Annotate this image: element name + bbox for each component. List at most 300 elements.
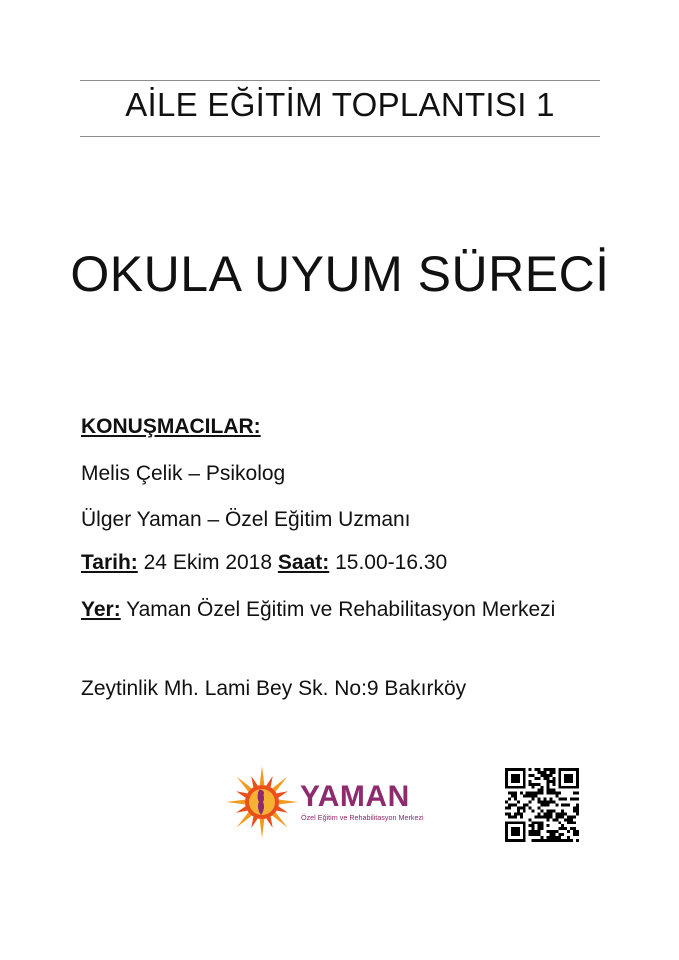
qr-module	[564, 804, 567, 807]
qr-module	[549, 774, 552, 777]
qr-module	[517, 812, 520, 815]
qr-module	[561, 809, 564, 812]
qr-module	[561, 812, 564, 815]
qr-module	[520, 839, 523, 842]
venue-value: Yaman Özel Eğitim ve Rehabilitasyon Merkezi	[126, 598, 556, 621]
qr-module	[505, 821, 508, 824]
qr-module	[570, 821, 573, 824]
qr-module	[552, 789, 555, 792]
qr-module	[573, 821, 576, 824]
qr-module	[576, 839, 579, 842]
qr-module	[523, 827, 526, 830]
qr-module	[505, 812, 508, 815]
venue-label: Yer:	[81, 598, 121, 621]
qr-module	[523, 809, 526, 812]
qr-module	[532, 833, 535, 836]
qr-module	[570, 827, 573, 830]
qr-module	[567, 774, 570, 777]
qr-module	[546, 839, 549, 842]
sun-ray	[236, 791, 247, 797]
qr-module	[538, 792, 541, 795]
qr-module	[549, 789, 552, 792]
qr-module	[567, 768, 570, 771]
qr-module	[520, 792, 523, 795]
qr-module	[511, 777, 514, 780]
qr-module	[520, 786, 523, 789]
qr-module	[546, 774, 549, 777]
sun-ray	[272, 812, 287, 827]
qr-module	[567, 786, 570, 789]
qr-module	[508, 821, 511, 824]
date-value: 24 Ekim 2018	[143, 551, 273, 574]
qr-module	[541, 839, 544, 842]
qr-module	[517, 830, 520, 833]
qr-module	[538, 798, 541, 801]
qr-module	[558, 812, 561, 815]
qr-module	[538, 812, 541, 815]
qr-module	[523, 786, 526, 789]
qr-module	[538, 777, 541, 780]
qr-module	[535, 833, 538, 836]
qr-module	[517, 839, 520, 842]
qr-module	[508, 786, 511, 789]
qr-module	[561, 768, 564, 771]
qr-module	[538, 789, 541, 792]
qr-module	[567, 780, 570, 783]
qr-module	[549, 839, 552, 842]
qr-module	[561, 827, 564, 830]
qr-module	[543, 804, 546, 807]
qr-module	[567, 818, 570, 821]
qr-module	[538, 768, 541, 771]
qr-module	[532, 827, 535, 830]
qr-module	[555, 839, 558, 842]
qr-module	[508, 815, 511, 818]
qr-module	[520, 768, 523, 771]
qr-module	[523, 771, 526, 774]
qr-module	[546, 786, 549, 789]
qr-module	[564, 768, 567, 771]
qr-module	[549, 780, 552, 783]
qr-module	[508, 839, 511, 842]
qr-module	[543, 771, 546, 774]
qr-module	[529, 768, 532, 771]
sun-ray	[237, 777, 252, 792]
qr-module	[573, 815, 576, 818]
qr-module	[514, 777, 517, 780]
qr-module	[561, 839, 564, 842]
qr-module	[552, 839, 555, 842]
qr-module	[505, 786, 508, 789]
qr-module	[505, 801, 508, 804]
qr-module	[576, 798, 579, 801]
qr-module	[546, 801, 549, 804]
venue-line	[81, 594, 598, 626]
qr-module	[529, 824, 532, 827]
qr-module	[549, 768, 552, 771]
qr-module	[570, 839, 573, 842]
qr-module	[541, 827, 544, 830]
qr-module	[541, 809, 544, 812]
qr-module	[549, 836, 552, 839]
qr-module	[543, 839, 546, 842]
qr-module	[529, 780, 532, 783]
sun-ray	[266, 776, 272, 787]
qr-module	[523, 839, 526, 842]
qr-module	[552, 801, 555, 804]
qr-module	[576, 830, 579, 833]
qr-module	[514, 792, 517, 795]
sun-ray	[272, 777, 287, 792]
qr-module	[558, 839, 561, 842]
qr-module	[514, 804, 517, 807]
qr-module	[514, 786, 517, 789]
qr-module	[517, 780, 520, 783]
qr-module	[517, 827, 520, 830]
qr-module	[511, 768, 514, 771]
sun-ray	[260, 766, 265, 785]
qr-module	[514, 812, 517, 815]
qr-module	[514, 795, 517, 798]
speaker-1: Melis Çelik – Psikolog	[81, 462, 286, 485]
qr-module	[558, 771, 561, 774]
qr-module	[564, 812, 567, 815]
qr-module	[549, 792, 552, 795]
qr-module	[555, 792, 558, 795]
sun-ray	[237, 812, 252, 827]
sun-ray	[279, 800, 298, 805]
qr-module	[520, 806, 523, 809]
qr-module	[570, 786, 573, 789]
date-label: Tarih:	[81, 551, 138, 574]
qr-module	[558, 821, 561, 824]
qr-module	[514, 798, 517, 801]
qr-module	[529, 792, 532, 795]
qr-module	[564, 839, 567, 842]
qr-module	[543, 768, 546, 771]
qr-module	[570, 768, 573, 771]
qr-module	[573, 809, 576, 812]
qr-module	[543, 798, 546, 801]
qr-module	[570, 777, 573, 780]
qr-module	[523, 833, 526, 836]
qr-module	[529, 801, 532, 804]
qr-module	[564, 827, 567, 830]
address-line: Zeytinlik Mh. Lami Bey Sk. No:9 Bakırköy	[81, 677, 467, 700]
sun-ray	[251, 817, 257, 828]
logo-tagline: Özel Eğitim ve Rehabilitasyon Merkezi	[301, 813, 424, 822]
qr-module	[543, 801, 546, 804]
qr-module	[529, 783, 532, 786]
qr-module	[561, 798, 564, 801]
qr-module	[552, 830, 555, 833]
qr-module	[511, 815, 514, 818]
qr-module	[508, 792, 511, 795]
qr-module	[523, 821, 526, 824]
qr-module	[552, 777, 555, 780]
qr-module	[576, 780, 579, 783]
qr-module	[541, 774, 544, 777]
qr-module	[546, 824, 549, 827]
qr-module	[570, 798, 573, 801]
qr-module	[538, 806, 541, 809]
qr-module	[573, 827, 576, 830]
main-title: OKULA UYUM SÜRECİ	[70, 246, 610, 302]
qr-module	[564, 777, 567, 780]
sun-ray	[236, 806, 247, 812]
qr-module	[561, 815, 564, 818]
qr-module	[520, 821, 523, 824]
qr-module	[508, 804, 511, 807]
qr-module	[561, 824, 564, 827]
qr-module	[541, 804, 544, 807]
time-label: Saat:	[277, 551, 330, 574]
qr-module	[523, 836, 526, 839]
qr-module	[543, 812, 546, 815]
qr-module	[514, 780, 517, 783]
qr-module	[558, 786, 561, 789]
qr-module	[523, 824, 526, 827]
qr-module	[555, 836, 558, 839]
qr-module	[546, 809, 549, 812]
qr-module	[552, 768, 555, 771]
qr-module	[570, 780, 573, 783]
qr-module	[523, 830, 526, 833]
qr-module	[570, 818, 573, 821]
sun-ray	[260, 819, 265, 838]
qr-module	[576, 812, 579, 815]
qr-module	[535, 783, 538, 786]
qr-module	[505, 768, 508, 771]
qr-module	[511, 786, 514, 789]
qr-module	[517, 833, 520, 836]
qr-module	[538, 830, 541, 833]
yaman-logo	[224, 764, 424, 840]
bottom-rule	[80, 136, 600, 137]
qr-module	[567, 839, 570, 842]
qr-module	[546, 792, 549, 795]
qr-module	[549, 771, 552, 774]
qr-module	[535, 792, 538, 795]
qr-module	[532, 821, 535, 824]
qr-module	[532, 830, 535, 833]
qr-module	[555, 815, 558, 818]
qr-module	[526, 804, 529, 807]
qr-module	[511, 795, 514, 798]
qr-module	[549, 809, 552, 812]
qr-module	[538, 827, 541, 830]
qr-module	[514, 768, 517, 771]
qr-module	[505, 774, 508, 777]
qr-module	[538, 771, 541, 774]
qr-module	[505, 824, 508, 827]
qr-module	[520, 812, 523, 815]
qr-module	[538, 783, 541, 786]
date-time-line	[81, 547, 598, 579]
qr-module	[558, 792, 561, 795]
qr-module	[535, 815, 538, 818]
qr-module	[546, 783, 549, 786]
qr-module	[523, 795, 526, 798]
qr-module	[573, 833, 576, 836]
qr-module	[523, 780, 526, 783]
qr-module	[546, 818, 549, 821]
qr-module	[511, 792, 514, 795]
qr-module	[546, 830, 549, 833]
speakers-label-line	[81, 411, 598, 443]
qr-module	[549, 798, 552, 801]
qr-module	[529, 830, 532, 833]
qr-module	[523, 777, 526, 780]
qr-module	[532, 792, 535, 795]
qr-module	[532, 786, 535, 789]
sun-ray	[266, 817, 272, 828]
qr-module	[555, 818, 558, 821]
qr-module	[555, 804, 558, 807]
qr-module	[543, 815, 546, 818]
qr-module	[549, 812, 552, 815]
qr-module	[529, 795, 532, 798]
qr-module	[546, 804, 549, 807]
qr-module	[546, 780, 549, 783]
qr-module	[517, 806, 520, 809]
qr-module	[558, 833, 561, 836]
qr-module	[508, 806, 511, 809]
qr-module	[517, 774, 520, 777]
qr-module	[535, 830, 538, 833]
qr-module	[567, 830, 570, 833]
qr-module	[511, 839, 514, 842]
qr-module	[576, 833, 579, 836]
qr-module	[543, 777, 546, 780]
qr-module	[514, 821, 517, 824]
qr-module	[576, 786, 579, 789]
qr-module	[505, 777, 508, 780]
qr-module	[529, 806, 532, 809]
qr-module	[541, 786, 544, 789]
qr-module	[517, 768, 520, 771]
qr-module	[573, 792, 576, 795]
qr-module	[564, 774, 567, 777]
qr-module	[567, 815, 570, 818]
qr-module	[511, 830, 514, 833]
qr-module	[573, 830, 576, 833]
qr-module	[558, 774, 561, 777]
qr-module	[511, 804, 514, 807]
qr-module	[508, 812, 511, 815]
qr-module	[529, 833, 532, 836]
qr-module	[541, 792, 544, 795]
qr-module	[517, 801, 520, 804]
qr-module	[541, 821, 544, 824]
qr-module	[514, 827, 517, 830]
speaker-2: Ülger Yaman – Özel Eğitim Uzmanı	[81, 508, 411, 531]
qr-module	[546, 815, 549, 818]
qr-module	[567, 804, 570, 807]
qr-module	[576, 768, 579, 771]
qr-module	[549, 801, 552, 804]
qr-module	[523, 804, 526, 807]
qr-module	[558, 780, 561, 783]
qr-module	[541, 815, 544, 818]
qr-module	[552, 783, 555, 786]
speakers-label: KONUŞMACILAR:	[81, 415, 261, 438]
qr-module	[505, 783, 508, 786]
qr-module	[514, 830, 517, 833]
qr-module	[520, 815, 523, 818]
qr-module	[567, 821, 570, 824]
qr-module	[549, 833, 552, 836]
qr-module	[505, 836, 508, 839]
qr-module	[505, 839, 508, 842]
qr-module	[573, 786, 576, 789]
qr-module	[505, 827, 508, 830]
header-title: AİLE EĞİTİM TOPLANTISI 1	[125, 86, 555, 123]
qr-module	[573, 806, 576, 809]
qr-module	[517, 821, 520, 824]
qr-module	[558, 768, 561, 771]
qr-module	[541, 836, 544, 839]
qr-module	[555, 795, 558, 798]
qr-module	[526, 792, 529, 795]
qr-module	[558, 798, 561, 801]
qr-module	[538, 801, 541, 804]
qr-module	[549, 815, 552, 818]
qr-module	[570, 815, 573, 818]
qr-module	[555, 812, 558, 815]
qr-module	[552, 836, 555, 839]
qr-module	[558, 827, 561, 830]
qr-module	[532, 783, 535, 786]
qr-module	[546, 836, 549, 839]
qr-module	[576, 774, 579, 777]
qr-module	[561, 786, 564, 789]
sun-ray	[277, 791, 288, 797]
qr-module	[576, 792, 579, 795]
qr-module	[567, 836, 570, 839]
qr-module	[523, 783, 526, 786]
qr-module	[535, 795, 538, 798]
sun-ray	[277, 806, 288, 812]
qr-module	[517, 777, 520, 780]
qr-module	[538, 821, 541, 824]
time-value: 15.00-16.30	[335, 551, 448, 574]
qr-module	[526, 795, 529, 798]
qr-module	[552, 780, 555, 783]
qr-module	[532, 774, 535, 777]
logo-name: YAMAN	[300, 780, 410, 813]
sun-ray	[226, 800, 245, 805]
qr-module	[514, 815, 517, 818]
qr-module	[552, 792, 555, 795]
qr-module	[505, 833, 508, 836]
qr-module	[514, 839, 517, 842]
qr-module	[552, 809, 555, 812]
qr-module	[535, 777, 538, 780]
qr-module	[573, 798, 576, 801]
qr-module	[529, 774, 532, 777]
qr-module	[541, 771, 544, 774]
qr-module	[508, 768, 511, 771]
qr-module	[570, 774, 573, 777]
sun-figure-icon	[226, 766, 298, 838]
qr-module	[576, 804, 579, 807]
qr-module	[564, 798, 567, 801]
qr-module	[558, 836, 561, 839]
qr-module	[552, 771, 555, 774]
qr-module	[541, 789, 544, 792]
qr-module	[564, 786, 567, 789]
